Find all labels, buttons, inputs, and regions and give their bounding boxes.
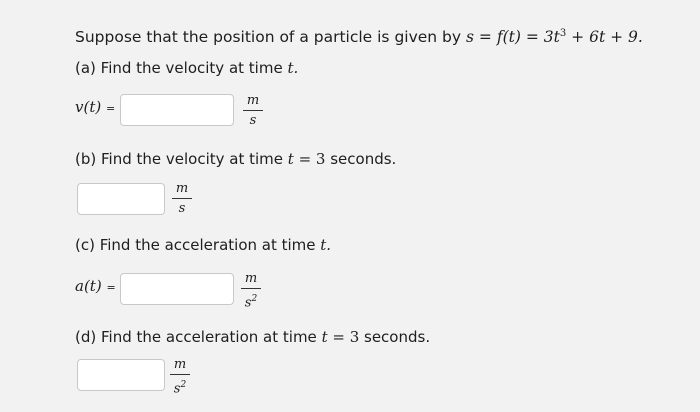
part-a-input[interactable]	[120, 94, 234, 126]
part-c-label: a(t) =	[75, 277, 116, 295]
formula-f: f(t)	[496, 28, 521, 47]
part-b-prompt: (b) Find the velocity at time t = 3 seconds.	[75, 150, 397, 168]
part-c-unit: m $s^2$	[239, 271, 263, 307]
part-a-prompt: (a) Find the velocity at time t.	[75, 59, 299, 77]
formula-term-a: $3t^3$	[543, 28, 567, 47]
problem-statement	[75, 28, 643, 46]
formula-s: s	[466, 28, 474, 47]
part-b-unit: m s	[170, 181, 194, 217]
part-a-unit: m s	[241, 93, 265, 129]
problem-intro: Suppose that the position of a particle is given by	[75, 28, 462, 47]
part-b-input[interactable]	[77, 183, 165, 215]
part-c-input[interactable]	[120, 273, 234, 305]
part-a-label: v(t) =	[75, 98, 116, 116]
part-d-input[interactable]	[77, 359, 165, 391]
part-d-prompt: (d) Find the acceleration at time t = 3 seconds.	[75, 328, 431, 346]
formula-eq2: =	[525, 28, 539, 47]
formula-eq1: =	[478, 28, 492, 47]
formula-term-b: + 6t + 9.	[566, 28, 643, 47]
part-c-prompt: (c) Find the acceleration at time t.	[75, 236, 332, 254]
part-d-unit: m $s^2$	[168, 357, 192, 393]
